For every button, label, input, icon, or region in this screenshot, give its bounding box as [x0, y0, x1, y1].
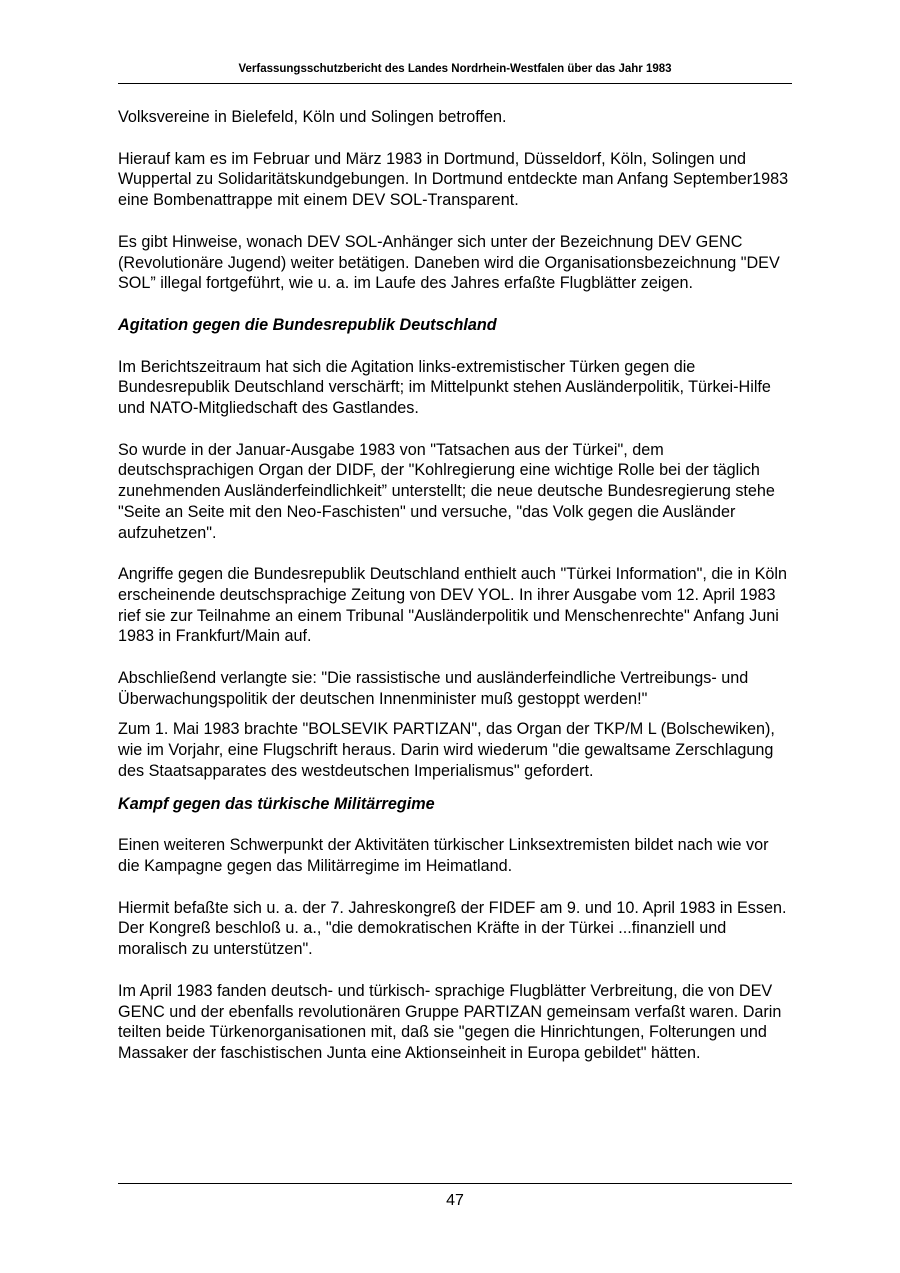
header-rule — [118, 83, 792, 84]
paragraph: Abschließend verlangte sie: "Die rassistische und ausländerfeindliche Vertreibungs- und Überwachungspolitik der deutschen Innenminister muß gestoppt werden!" — [118, 669, 749, 708]
paragraph: So wurde in der Januar-Ausgabe 1983 von "Tatsachen aus der Türkei", dem deutschsprachigen Organ der DIDF, der "Kohlregierung eine wichtige Rolle bei der täglich zunehmenden Ausländerfeindlichkeit” unterstellt; die neue deutsche Bundesregierung stehe "Seite an Seite mit den Neo-Faschisten" und versuche, "das Volk gegen die Ausländer aufzuhetzen". — [118, 440, 775, 542]
paragraph: Im April 1983 fanden deutsch- und türkisch- sprachige Flugblätter Verbreitung, die von DEV GENC und der ebenfalls revolutionären Gruppe PARTIZAN gemeinsam verfaßt waren. Darin teilten beide Türkenorganisationen mit, daß sie "gegen die Hinrichtungen, Folterungen und Massaker der faschistischen Junta eine Aktionseinheit in Europa gebildet" hätten. — [118, 981, 782, 1062]
paragraph: Hierauf kam es im Februar und März 1983 in Dortmund, Düsseldorf, Köln, Solingen und Wuppertal zu Solidaritätskundgebungen. In Dortmund entdeckte man Anfang September1983 eine Bombenattrappe mit einem DEV SOL-Transparent. — [118, 149, 789, 210]
page-number: 47 — [446, 1192, 464, 1209]
paragraph: Volksvereine in Bielefeld, Köln und Solingen betroffen. — [118, 108, 507, 126]
paragraph: Hiermit befaßte sich u. a. der 7. Jahreskongreß der FIDEF am 9. und 10. April 1983 in Essen. Der Kongreß beschloß u. a., "die demokratischen Kräfte in der Türkei ...finanziell und moralisch zu unterstützen". — [118, 898, 787, 959]
body-text — [118, 107, 794, 1064]
section-heading: Kampf gegen das türkische Militärregime — [118, 794, 435, 813]
paragraph: Einen weiteren Schwerpunkt der Aktivitäten türkischer Linksextremisten bildet nach wie vor die Kampagne gegen das Militärregime im Heimatland. — [118, 836, 769, 875]
paragraph: Zum 1. Mai 1983 brachte "BOLSEVIK PARTIZAN", das Organ der TKP/M L (Bolschewiken), wie im Vorjahr, eine Flugschrift heraus. Darin wird wiederum "die gewaltsame Zerschlagung des Staatsapparates des westdeutschen Imperialismus" gefordert. — [118, 720, 775, 780]
paragraph: Im Berichtszeitraum hat sich die Agitation links-extremistischer Türken gegen die Bundesrepublik Deutschland verschärft; im Mittelpunkt stehen Ausländerpolitik, Türkei-Hilfe und NATO-Mitgliedschaft des Gastlandes. — [118, 357, 771, 418]
running-header: Verfassungsschutzbericht des Landes Nordrhein-Westfalen über das Jahr 1983 — [238, 63, 672, 75]
paragraph: Es gibt Hinweise, wonach DEV SOL-Anhänger sich unter der Bezeichnung DEV GENC (Revolutionäre Jugend) weiter betätigen. Daneben wird die Organisationsbezeichnung "DEV SOL” illegal fortgeführt, wie u. a. im Laufe des Jahres erfaßte Flugblätter zeigen. — [118, 232, 780, 293]
paragraph: Angriffe gegen die Bundesrepublik Deutschland enthielt auch "Türkei Information", die in Köln erscheinende deutschsprachige Zeitung von DEV YOL. In ihrer Ausgabe vom 12. April 1983 rief sie zur Teilnahme an einem Tribunal "Ausländerpolitik und Menschenrechte" Anfang Juni 1983 in Frankfurt/Main auf. — [118, 565, 787, 646]
section-heading: Agitation gegen die Bundesrepublik Deutschland — [118, 315, 497, 334]
footer-rule — [118, 1183, 792, 1184]
